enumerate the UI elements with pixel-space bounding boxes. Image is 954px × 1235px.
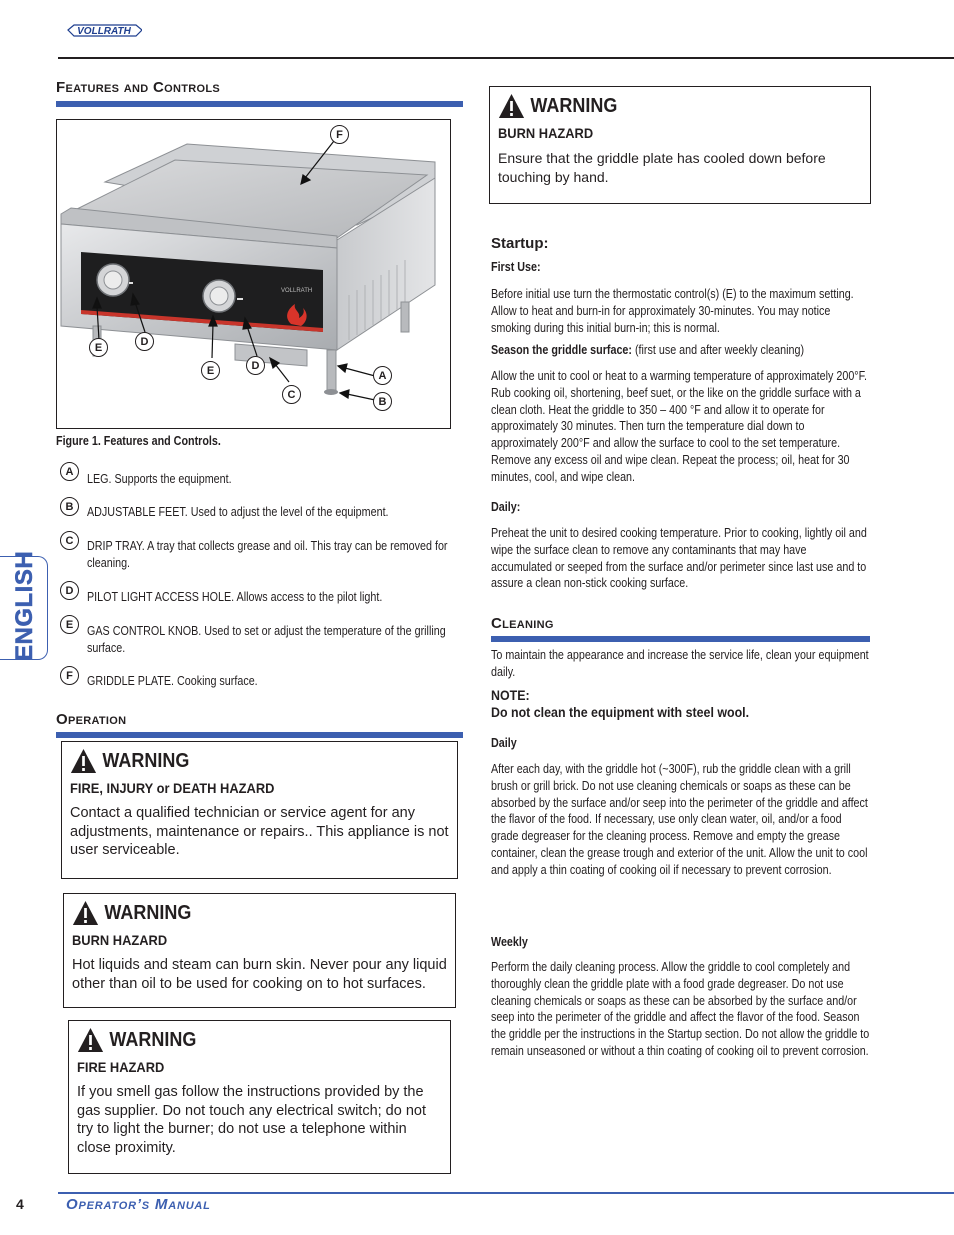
item-text-d: PILOT LIGHT ACCESS HOLE. Allows access to the pilot light. <box>87 590 383 604</box>
warning-box-fire <box>68 1020 451 1174</box>
warning-text: Contact a qualified technician or service agent for any adjustments, maintenance or repairs.. This appliance is not user serviceable. <box>70 805 449 858</box>
season-heading <box>491 343 804 357</box>
cleaning-weekly-text: Perform the daily cleaning process. Allow the griddle to cool completely and thoroughly clean the griddle plate with a food grade degreaser. Do not use cleaning chemicals or soaps as these can be absorbed by the surface and/or seep into the perimeter of the griddle and affect the flavor of the food. Season the griddle per the instructions in the Startup section. Do not allow the griddle to remain unseasoned or without a thin coating of cooking oil to prevent corrosion. <box>491 960 870 1058</box>
warning-heading: WARNING <box>104 901 192 924</box>
startup-daily-label: Daily: <box>491 500 521 514</box>
item-badge-a: A <box>60 462 79 481</box>
warning-text: Hot liquids and steam can burn skin. Never pour any liquid other than oil to be used for cooking on to hot surfaces. <box>72 957 447 992</box>
callout-b: B <box>373 392 392 411</box>
item-text-e: GAS CONTROL KNOB. Used to set or adjust the temperature of the grilling surface. <box>87 624 446 655</box>
warning-triangle-icon <box>72 900 99 926</box>
warning-box-burn <box>63 893 456 1008</box>
warning-heading: WARNING <box>102 749 190 772</box>
warning-box-right-burn <box>489 86 871 204</box>
item-badge-d: D <box>60 581 79 600</box>
vollrath-logo <box>66 22 142 44</box>
callout-f: F <box>330 125 349 144</box>
callout-d: D <box>135 332 154 351</box>
warning-hazard: FIRE HAZARD <box>77 1059 165 1075</box>
features-title: Features and Controls <box>56 79 220 96</box>
page-number: 4 <box>16 1196 24 1212</box>
cleaning-weekly-label: Weekly <box>491 935 528 949</box>
footer-rule <box>58 1192 954 1194</box>
item-text-b: ADJUSTABLE FEET. Used to adjust the level of the equipment. <box>87 505 389 519</box>
warning-text: If you smell gas follow the instructions provided by the gas supplier. Do not touch any electrical switch; do not try to light the burner; do not use a telephone within close proximity. <box>77 1084 426 1156</box>
figure-caption: Figure 1. Features and Controls. <box>56 434 221 448</box>
warning-heading: WARNING <box>530 94 618 117</box>
warning-triangle-icon <box>498 93 525 119</box>
cleaning-daily-label: Daily <box>491 736 517 750</box>
item-badge-e: E <box>60 615 79 634</box>
operation-rule <box>56 732 463 738</box>
note-label: NOTE: <box>491 688 530 703</box>
warning-text: Ensure that the griddle plate has cooled down before touching by hand. <box>498 150 826 185</box>
callout-a: A <box>373 366 392 385</box>
griddle-illustration <box>57 120 451 429</box>
language-tab-label: ENGLISH <box>11 550 38 661</box>
cleaning-daily-text: After each day, with the griddle hot (~300F), rub the griddle clean with a grill brush or grill brick. Do not use cleaning chemicals or soaps as these can be absorbed by the surface and/or seep into the perimeter of the griddle and affect the flavor of the food. If necessary, use only clean water, oil, and/or a food grade degreaser for the cleaning process. Remove and empty the grease container, clean the grease trough and exterior of the unit. Allow the unit to cool and apply a thin coating of cooking oil if necessary to prevent corrosion. <box>491 762 868 877</box>
item-badge-b: B <box>60 497 79 516</box>
cleaning-rule <box>491 636 870 642</box>
warning-triangle-icon <box>77 1027 104 1053</box>
callout-e: E <box>89 338 108 357</box>
warning-box-fire-injury <box>61 741 458 879</box>
callout-e-2: E <box>201 361 220 380</box>
logo-text: VOLLRATH <box>77 26 131 37</box>
season-text: Allow the unit to cool or heat to a warming temperature of approximately 200°F. Rub cooking oil, shortening, beef suet, or the like on the griddle surface with a clean cloth. Heat the griddle to 350 – 400 °F and allow it to operate for approximately 30 minutes. Then turn the temperature dial down to approximately 200°F and allow the surface to cool to the set temperature. Remove any excess oil and wipe clean. Repeat the process; oil, heat for 30 minutes, cool, and wipe clean. <box>491 369 867 484</box>
callout-d-2: D <box>246 356 265 375</box>
operation-title: Operation <box>56 711 127 728</box>
warning-hazard: BURN HAZARD <box>72 932 168 948</box>
first-use-text: Before initial use turn the thermostatic control(s) (E) to the maximum setting. Allow to heat and burn-in for approximately 30-minutes. You may notice smoking during this initial burn-in; this is normal. <box>491 287 854 335</box>
svg-text:VOLLRATH: VOLLRATH <box>281 288 313 294</box>
cleaning-title: Cleaning <box>491 615 554 632</box>
item-text-f: GRIDDLE PLATE. Cooking surface. <box>87 674 258 688</box>
startup-daily-text: Preheat the unit to desired cooking temperature. Prior to cooking, lightly oil and wipe the surface clean to remove any contaminants that may have accumulated or seeped from the surface and/or perimeter since last use and to assure a clean non-stick cooking surface. <box>491 526 867 591</box>
callout-c: C <box>282 385 301 404</box>
season-label: Season the griddle surface: <box>491 343 632 357</box>
note-text: Do not clean the equipment with steel wool. <box>491 705 750 720</box>
warning-hazard: FIRE, INJURY or DEATH HAZARD <box>70 780 275 796</box>
warning-heading: WARNING <box>109 1028 197 1051</box>
item-text-c: DRIP TRAY. A tray that collects grease and oil. This tray can be removed for cleaning. <box>87 539 448 570</box>
first-use-label: First Use: <box>491 260 541 274</box>
warning-hazard: BURN HAZARD <box>498 125 594 141</box>
item-badge-c: C <box>60 531 79 550</box>
header-rule <box>58 57 954 59</box>
warning-triangle-icon <box>70 748 97 774</box>
season-suffix: (first use and after weekly cleaning) <box>631 343 805 357</box>
features-rule <box>56 101 463 107</box>
startup-title: Startup: <box>491 235 549 252</box>
cleaning-intro: To maintain the appearance and increase the service life, clean your equipment daily. <box>491 648 869 679</box>
griddle-figure <box>56 119 451 429</box>
item-text-a: LEG. Supports the equipment. <box>87 472 232 486</box>
footer-title: Operator’s Manual <box>66 1196 211 1213</box>
item-badge-f: F <box>60 666 79 685</box>
